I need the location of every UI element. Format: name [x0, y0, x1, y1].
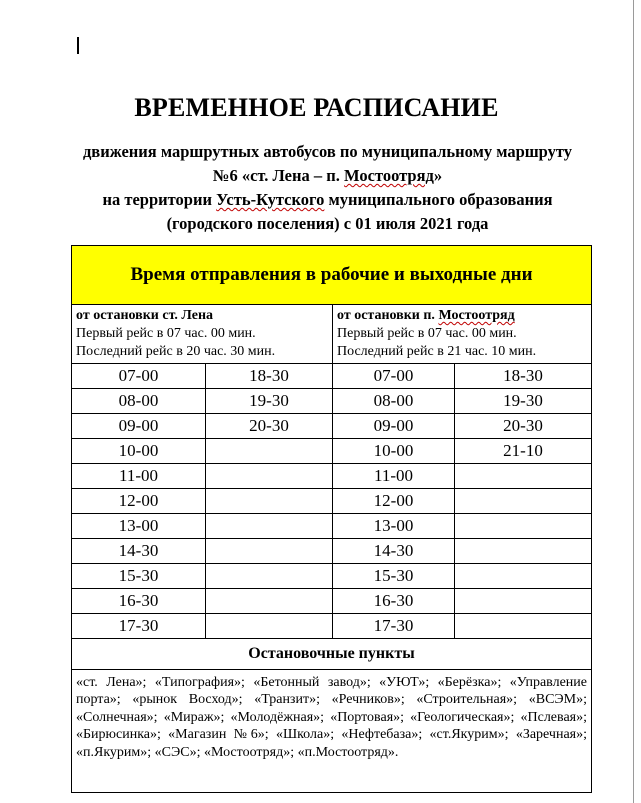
time-cell-left-col2: [206, 539, 333, 564]
subtitle-line-2-end: »: [433, 166, 443, 185]
time-cell-left-col1: 16-30: [72, 589, 206, 614]
time-cell-left-col1: 13-00: [72, 514, 206, 539]
page-edge: [633, 0, 634, 803]
time-cell-left-col2: [206, 564, 333, 589]
time-cell-right-col2: 20-30: [455, 414, 592, 439]
stops-title: Остановочные пункты: [72, 639, 592, 670]
time-cell-right-col2: 21-10: [455, 439, 592, 464]
time-cell-right-col2: [455, 614, 592, 639]
time-cell-left-col1: 07-00: [72, 364, 206, 389]
time-row: [72, 589, 592, 614]
time-row: [72, 439, 592, 464]
time-cell-left-col2: 20-30: [206, 414, 333, 439]
subtitle-line-3-end: муниципального образования: [324, 190, 553, 209]
time-row: [72, 464, 592, 489]
time-cell-right-col1: 08-00: [333, 389, 455, 414]
time-cell-left-col1: 08-00: [72, 389, 206, 414]
time-cell-left-col1: 10-00: [72, 439, 206, 464]
time-cell-left-col2: [206, 464, 333, 489]
time-cell-right-col2: [455, 564, 592, 589]
time-cell-left-col2: 18-30: [206, 364, 333, 389]
time-cell-left-col1: 15-30: [72, 564, 206, 589]
time-cell-right-col2: [455, 464, 592, 489]
left-stop-label: от остановки ст. Лена: [76, 308, 214, 323]
time-cell-right-col1: 14-30: [333, 539, 455, 564]
subtitle-line-4: (городского поселения) с 01 июля 2021 года: [166, 214, 489, 233]
document-subtitle: [40, 140, 615, 236]
time-cell-right-col1: 07-00: [333, 364, 455, 389]
right-stop-label-start: от остановки п.: [337, 308, 439, 323]
time-cell-right-col2: [455, 539, 592, 564]
time-row: [72, 389, 592, 414]
right-first-trip: Первый рейс в 07 час. 00 мин.: [337, 326, 517, 341]
right-stop-label-marked: Мостоотряд: [438, 308, 515, 323]
time-row: [72, 414, 592, 439]
time-cell-left-col1: 17-30: [72, 614, 206, 639]
left-first-trip: Первый рейс в 07 час. 00 мин.: [76, 326, 256, 341]
document-title: ВРЕМЕННОЕ РАСПИСАНИЕ: [134, 93, 499, 122]
time-cell-left-col1: 11-00: [72, 464, 206, 489]
time-row: [72, 514, 592, 539]
right-stop-info: [333, 305, 592, 364]
table-header-row: [72, 246, 592, 305]
time-cell-right-col1: 17-30: [333, 614, 455, 639]
stops-list: «ст. Лена»; «Типография»; «Бетонный завод»; «УЮТ»; «Берёзка»; «Управление порта»; «рынок Восход»; «Транзит»; «Речников»; «Строительная»; «ВСЭМ»; «Солнечная»; «Мираж»; «Молодёжная»; «Портовая»; «Геологическая»; «Пслевая»; «Бирюсинка»; «Магазин №6»; «Школа»; «Нефтебаза»; «ст.Якурим»; «Заречная»; «п.Якурим»; «СЭС»; «Мостоотряд»; «п.Мостоотряд».: [72, 670, 592, 793]
time-cell-left-col2: [206, 439, 333, 464]
time-cell-left-col1: 09-00: [72, 414, 206, 439]
time-cell-right-col1: 15-30: [333, 564, 455, 589]
time-cell-right-col2: 19-30: [455, 389, 592, 414]
subtitle-line-2-marked: Мостоотряд: [344, 166, 434, 185]
time-cell-left-col2: [206, 614, 333, 639]
subtitle-line-3-start: на территории: [102, 190, 217, 209]
time-cell-left-col2: 19-30: [206, 389, 333, 414]
subtitle-line-2: [40, 164, 615, 188]
schedule-table: [71, 245, 592, 793]
time-cell-left-col1: 12-00: [72, 489, 206, 514]
time-cell-left-col1: 14-30: [72, 539, 206, 564]
time-cell-left-col2: [206, 489, 333, 514]
departure-header: Время отправления в рабочие и выходные дни: [72, 246, 592, 305]
time-row: [72, 489, 592, 514]
stops-info-row: [72, 305, 592, 364]
time-cell-right-col1: 13-00: [333, 514, 455, 539]
time-row: [72, 539, 592, 564]
time-cell-right-col2: [455, 514, 592, 539]
time-cell-left-col2: [206, 589, 333, 614]
time-cell-right-col1: 12-00: [333, 489, 455, 514]
right-stop-label: [337, 307, 587, 325]
subtitle-line-2-start: №6 «ст. Лена – п.: [212, 166, 345, 185]
right-last-trip: Последний рейс в 21 час. 10 мин.: [337, 344, 537, 359]
time-cell-right-col2: [455, 589, 592, 614]
subtitle-line-3: [40, 188, 615, 212]
time-row: [72, 364, 592, 389]
time-cell-right-col1: 11-00: [333, 464, 455, 489]
left-last-trip: Последний рейс в 20 час. 30 мин.: [76, 344, 276, 359]
stops-list-row: [72, 670, 592, 793]
time-row: [72, 564, 592, 589]
time-cell-right-col1: 16-30: [333, 589, 455, 614]
left-stop-info: [72, 305, 333, 364]
subtitle-line-3-marked: Усть-Кутского: [216, 190, 325, 209]
time-cell-right-col2: [455, 489, 592, 514]
time-row: [72, 614, 592, 639]
subtitle-line-1: движения маршрутных автобусов по муниципальному маршруту: [82, 142, 573, 161]
stops-title-row: [72, 639, 592, 670]
time-cell-right-col2: 18-30: [455, 364, 592, 389]
time-cell-left-col2: [206, 514, 333, 539]
time-cell-right-col1: 09-00: [333, 414, 455, 439]
time-cell-right-col1: 10-00: [333, 439, 455, 464]
text-cursor: [77, 37, 79, 54]
